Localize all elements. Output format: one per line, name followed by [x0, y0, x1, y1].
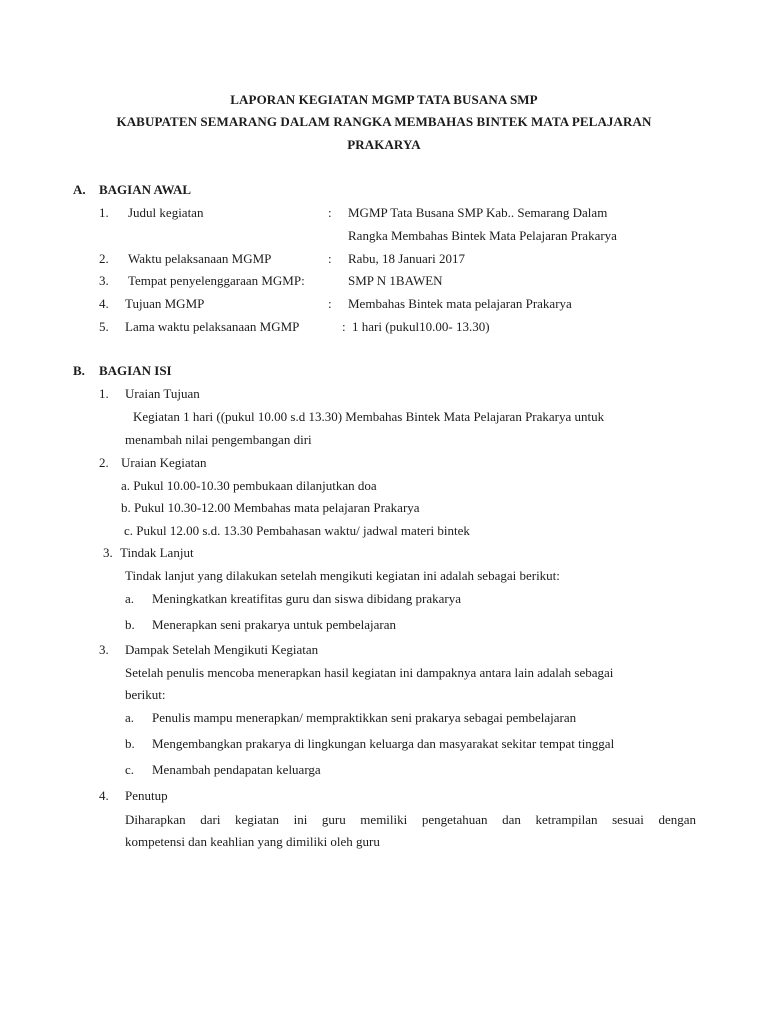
item-value-continued: Rangka Membahas Bintek Mata Pelajaran Prakarya: [348, 228, 617, 243]
subsection-number: 2.: [99, 455, 109, 470]
section-a-heading: BAGIAN AWAL: [99, 182, 192, 197]
uraian-kegiatan-heading: Uraian Kegiatan: [121, 455, 207, 470]
list-letter: a.: [125, 710, 135, 725]
item-value: SMP N 1BAWEN: [348, 273, 443, 288]
section-a-marker: A.: [73, 182, 86, 197]
item-value: 1 hari (pukul10.00- 13.30): [352, 319, 490, 334]
item-colon: :: [342, 319, 346, 334]
uraian-kegiatan-item: c. Pukul 12.00 s.d. 13.30 Pembahasan waktu/ jadwal materi bintek: [124, 523, 470, 538]
section-b-marker: B.: [73, 363, 85, 378]
tindak-lanjut-item: Menerapkan seni prakarya untuk pembelajaran: [152, 617, 397, 632]
item-value: Rabu, 18 Januari 2017: [348, 251, 465, 266]
item-value: MGMP Tata Busana SMP Kab.. Semarang Dalam: [348, 205, 608, 220]
subsection-number: 3.: [103, 545, 113, 560]
list-letter: c.: [125, 762, 135, 777]
penutup-text-line-1: Diharapkan dari kegiatan ini guru memiliki pengetahuan dan ketrampilan sesuai dengan: [125, 812, 696, 827]
item-label: Lama waktu pelaksanaan MGMP: [125, 319, 300, 334]
uraian-kegiatan-item: a. Pukul 10.00-10.30 pembukaan dilanjutkan doa: [121, 478, 377, 493]
item-label: Tempat penyelenggaraan MGMP:: [128, 273, 305, 288]
item-value: Membahas Bintek mata pelajaran Prakarya: [348, 296, 572, 311]
report-title-line-2: KABUPATEN SEMARANG DALAM RANGKA MEMBAHAS BINTEK MATA PELAJARAN: [116, 114, 652, 129]
item-number: 2.: [99, 251, 109, 266]
report-title-line-1: LAPORAN KEGIATAN MGMP TATA BUSANA SMP: [230, 92, 538, 107]
subsection-number: 4.: [99, 788, 109, 803]
tindak-lanjut-intro: Tindak lanjut yang dilakukan setelah mengikuti kegiatan ini adalah sebagai berikut:: [125, 568, 560, 583]
list-letter: a.: [125, 591, 135, 606]
list-letter: b.: [125, 736, 135, 751]
dampak-intro-line-2: berikut:: [125, 687, 166, 702]
dampak-intro-line-1: Setelah penulis mencoba menerapkan hasil kegiatan ini dampaknya antara lain adalah sebagai: [125, 665, 614, 680]
subsection-number: 3.: [99, 642, 109, 657]
list-letter: b.: [125, 617, 135, 632]
dampak-item: Menambah pendapatan keluarga: [152, 762, 321, 777]
item-number: 3.: [99, 273, 109, 288]
uraian-tujuan-heading: Uraian Tujuan: [125, 386, 200, 401]
item-colon: :: [328, 251, 332, 266]
subsection-number: 1.: [99, 386, 109, 401]
uraian-tujuan-text-line-1: Kegiatan 1 hari ((pukul 10.00 s.d 13.30) Membahas Bintek Mata Pelajaran Prakarya untuk: [133, 409, 605, 424]
item-colon: :: [328, 205, 332, 220]
section-b-heading: BAGIAN ISI: [99, 363, 172, 378]
item-number: 5.: [99, 319, 109, 334]
item-label: Tujuan MGMP: [125, 296, 205, 311]
tindak-lanjut-heading: Tindak Lanjut: [120, 545, 194, 560]
item-number: 4.: [99, 296, 109, 311]
dampak-item: Mengembangkan prakarya di lingkungan keluarga dan masyarakat sekitar tempat tinggal: [152, 736, 615, 751]
item-colon: :: [328, 296, 332, 311]
tindak-lanjut-item: Meningkatkan kreatifitas guru dan siswa dibidang prakarya: [152, 591, 462, 606]
dampak-item: Penulis mampu menerapkan/ mempraktikkan seni prakarya sebagai pembelajaran: [152, 710, 577, 725]
uraian-tujuan-text-line-2: menambah nilai pengembangan diri: [125, 432, 312, 447]
item-label: Judul kegiatan: [128, 205, 204, 220]
uraian-kegiatan-item: b. Pukul 10.30-12.00 Membahas mata pelajaran Prakarya: [121, 500, 420, 515]
item-number: 1.: [99, 205, 109, 220]
item-label: Waktu pelaksanaan MGMP: [128, 251, 272, 266]
report-title-line-3: PRAKARYA: [347, 137, 421, 152]
dampak-heading: Dampak Setelah Mengikuti Kegiatan: [125, 642, 319, 657]
penutup-heading: Penutup: [125, 788, 168, 803]
penutup-text-line-2: kompetensi dan keahlian yang dimiliki oleh guru: [125, 834, 380, 849]
